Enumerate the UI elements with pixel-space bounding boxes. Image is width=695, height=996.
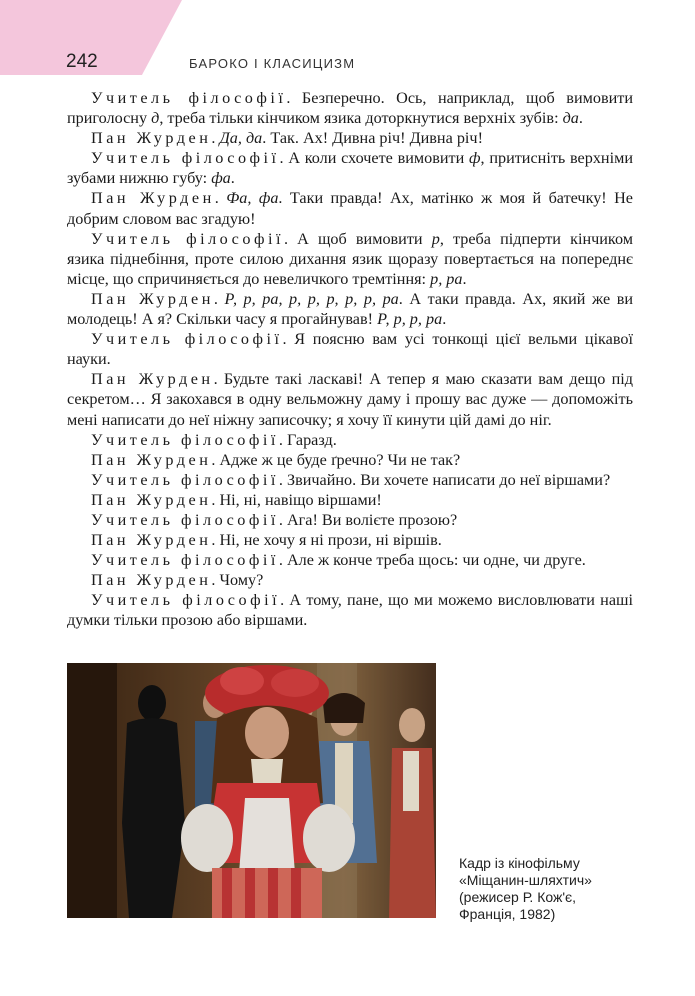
italic-phrase: Да, да xyxy=(219,129,263,148)
speech-text: . Я поясню вам усі тонкощі цієї вельми цікавої науки. xyxy=(67,330,633,369)
dialogue-line xyxy=(67,289,633,329)
dialogue-line xyxy=(67,188,633,228)
dialogue-text xyxy=(67,88,633,631)
dialogue-line xyxy=(67,329,633,369)
speech-text: . xyxy=(213,289,225,308)
speech-text: , треба підперти кінчиком язика піднебіння, проте силою дихання язик щоразу повертається на попереднє місце, що спричиняється до невеличкого тремтіння: xyxy=(67,229,634,288)
speaker-name: Пан Журден xyxy=(91,189,215,208)
speaker-name: Учитель філософії xyxy=(91,470,279,489)
speaker-name: Пан Журден xyxy=(91,289,214,308)
speaker-name: Учитель філософії xyxy=(91,89,287,107)
caption-line: Франція, 1982) xyxy=(459,906,556,922)
speaker-name: Пан Журден xyxy=(91,450,212,469)
italic-phrase: да xyxy=(562,109,579,128)
dialogue-line xyxy=(67,128,633,148)
italic-phrase: р, ра xyxy=(430,269,463,288)
caption-line: Кадр із кінофільму xyxy=(459,855,580,871)
caption-line: «Міщанин-шляхтич» xyxy=(459,872,592,888)
dialogue-line xyxy=(67,369,633,429)
dialogue-line xyxy=(67,550,633,570)
dialogue-line xyxy=(67,530,633,550)
figure-caption xyxy=(459,855,659,923)
italic-phrase: ф xyxy=(469,149,481,168)
italic-phrase: Р, р, р, ра xyxy=(377,310,443,329)
speech-text: . Ні, не хочу я ні прози, ні віршів. xyxy=(211,531,442,550)
italic-phrase: р xyxy=(431,229,440,248)
speaker-name: Учитель філософії xyxy=(91,149,280,168)
speaker-name: Пан Журден xyxy=(91,490,212,509)
speech-text: . Але ж конче треба щось: чи одне, чи друге. xyxy=(278,551,586,570)
speech-text: . Гаразд. xyxy=(278,430,337,449)
speech-text: . Безперечно. Ось, наприклад, щоб вимовити приголосну xyxy=(67,89,633,128)
speech-text: . А щоб вимовити xyxy=(283,229,432,248)
italic-phrase: фа xyxy=(211,169,231,188)
speech-text: , треба тільки кінчиком язика доторкнутися верхніх зубів: xyxy=(159,109,563,128)
dialogue-line xyxy=(67,88,633,128)
speaker-name: Учитель філософії xyxy=(91,510,279,529)
speech-text: . xyxy=(211,129,220,148)
speech-text: . xyxy=(214,189,227,208)
dialogue-line xyxy=(67,229,633,289)
speech-text: . А таки правда. Ах, який же ви молодець! А я? Скільки часу я прогайнував! xyxy=(67,289,633,329)
speaker-name: Пан Журден xyxy=(91,129,212,148)
speech-text: . Адже ж це буде ґречно? Чи не так? xyxy=(211,450,461,469)
speech-text: . А коли схочете вимовити xyxy=(279,149,470,168)
dialogue-line xyxy=(67,430,633,450)
speaker-name: Учитель філософії xyxy=(91,551,279,570)
dialogue-line xyxy=(67,148,633,188)
speech-text: , притисніть верхніми зубами нижню губу: xyxy=(67,149,633,188)
italic-phrase: Фа, фа xyxy=(226,189,279,208)
speech-text: . Таки правда! Ах, матінко ж моя й батечку! Не добрим словом вас згадую! xyxy=(67,189,633,228)
dialogue-line xyxy=(67,570,633,590)
speech-text: . xyxy=(578,109,583,128)
dialogue-line xyxy=(67,450,633,470)
speaker-name: Пан Журден xyxy=(91,571,212,590)
speech-text: . Ні, ні, навіщо віршами! xyxy=(211,490,382,509)
speech-text: . А тому, пане, що ми можемо висловлювати наші думки тільки прозою або віршами. xyxy=(67,591,633,630)
speech-text: . Будьте такі ласкаві! А тепер я маю сказати вам дещо під секретом… Я закохався в одну вельможну даму і прошу вас дуже — допоможіть мені написати до неї ніжну записочку; я хочу її кинути цій дамі до ніг. xyxy=(67,370,633,429)
speaker-name: Учитель філософії xyxy=(91,430,279,449)
italic-phrase: д xyxy=(151,109,160,128)
speech-text: . xyxy=(462,269,467,288)
dialogue-line xyxy=(67,590,633,630)
caption-line: (режисер Р. Кож'є, xyxy=(459,889,577,905)
speaker-name: Учитель філософії xyxy=(91,330,283,349)
speech-text: . xyxy=(442,310,447,329)
film-still-illustration xyxy=(67,663,436,918)
dialogue-line xyxy=(67,490,633,510)
speaker-name: Учитель філософії xyxy=(91,229,284,248)
page-number: 242 xyxy=(66,51,98,72)
speech-text: . Ага! Ви волієте прозою? xyxy=(278,510,458,529)
speaker-name: Пан Журден xyxy=(91,370,214,389)
dialogue-line xyxy=(67,510,633,530)
dialogue-line xyxy=(67,470,633,490)
italic-phrase: Р, р, ра, р, р, р, р, р, ра xyxy=(224,289,399,308)
speaker-name: Пан Журден xyxy=(91,531,212,550)
film-still-photo xyxy=(67,663,436,918)
running-title: БАРОКО І КЛАСИЦИЗМ xyxy=(189,56,356,71)
speech-text: . Так. Ах! Дивна річ! Дивна річ! xyxy=(262,129,483,148)
speech-text: . Звичайно. Ви хочете написати до неї віршами? xyxy=(278,470,611,489)
speech-text: . Чому? xyxy=(211,571,264,590)
speaker-name: Учитель філософії xyxy=(91,591,281,610)
speech-text: . xyxy=(230,169,235,188)
